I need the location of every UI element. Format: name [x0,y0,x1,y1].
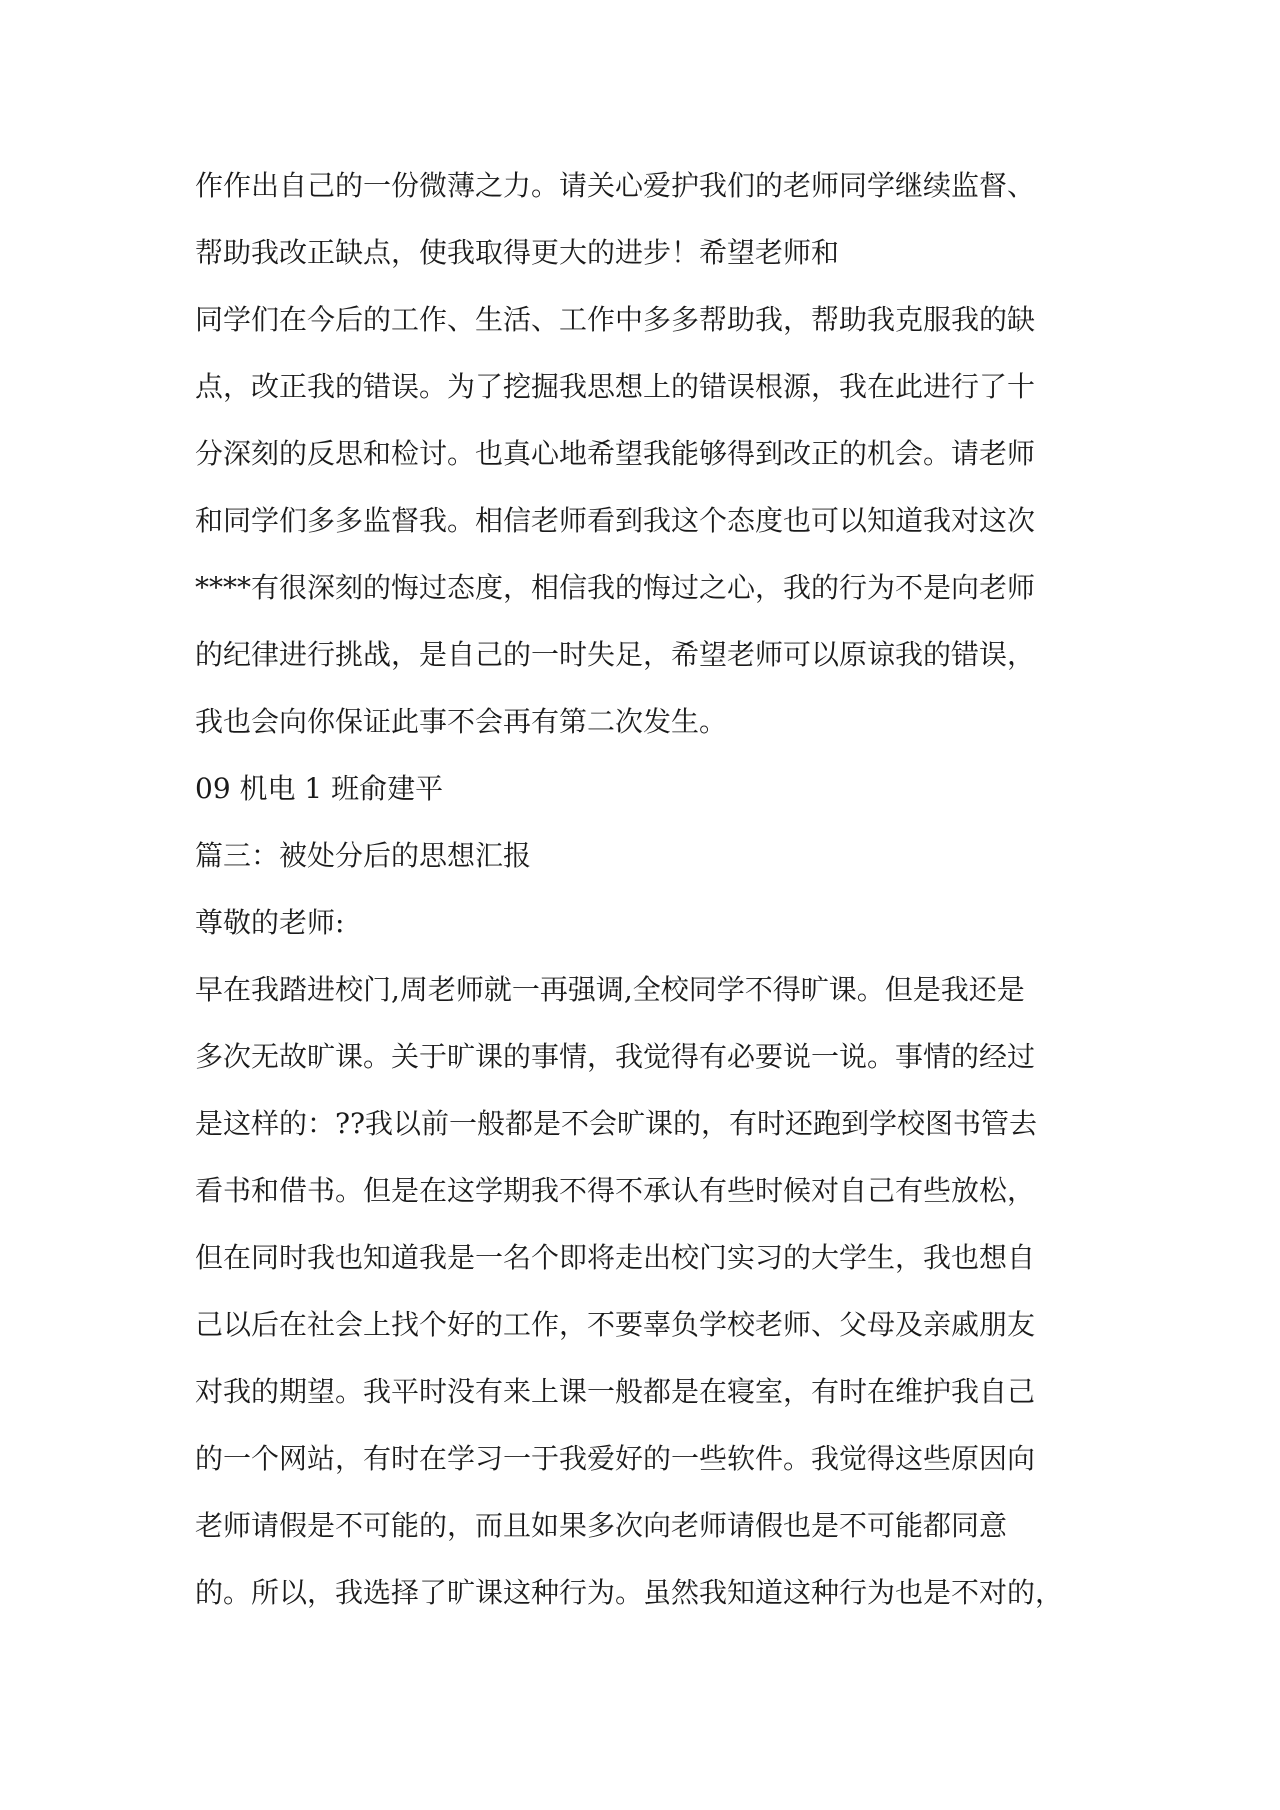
text-line: 看书和借书。但是在这学期我不得不承认有些时候对自己有些放松， [195,1174,1036,1207]
text-line: 帮助我改正缺点，使我取得更大的进步！希望老师和 [195,236,840,269]
text-line: 分深刻的反思和检讨。也真心地希望我能够得到改正的机会。请老师 [195,437,1036,470]
document-body [195,166,1095,1640]
text-line: 多次无故旷课。关于旷课的事情，我觉得有必要说一说。事情的经过 [195,1040,1036,1073]
text-line: 但在同时我也知道我是一名个即将走出校门实习的大学生，我也想自 [195,1241,1036,1274]
text-line: 和同学们多多监督我。相信老师看到我这个态度也可以知道我对这次 [195,504,1036,537]
text-line: 老师请假是不可能的，而且如果多次向老师请假也是不可能都同意 [195,1509,1008,1542]
signature-line: 09 机电 1 班俞建平 [195,772,444,805]
text-line: 作作出自己的一份微薄之力。请关心爱护我们的老师同学继续监督、 [195,169,1036,202]
text-line: 是这样的：??我以前一般都是不会旷课的，有时还跑到学校图书管去 [195,1107,1038,1140]
text-line: 的一个网站，有时在学习一于我爱好的一些软件。我觉得这些原因向 [195,1442,1036,1475]
text-line: 点，改正我的错误。为了挖掘我思想上的错误根源，我在此进行了十 [195,370,1036,403]
text-line: 的。所以，我选择了旷课这种行为。虽然我知道这种行为也是不对的， [195,1576,1064,1609]
text-line: 同学们在今后的工作、生活、工作中多多帮助我，帮助我克服我的缺 [195,303,1036,336]
text-line: 的纪律进行挑战，是自己的一时失足，希望老师可以原谅我的错误， [195,638,1036,671]
text-line: 己以后在社会上找个好的工作，不要辜负学校老师、父母及亲戚朋友 [195,1308,1036,1341]
text-line: ****有很深刻的悔过态度，相信我的悔过之心，我的行为不是向老师 [195,571,1036,604]
text-line: 我也会向你保证此事不会再有第二次发生。 [195,705,728,738]
salutation: 尊敬的老师: [195,906,345,939]
text-line: 对我的期望。我平时没有来上课一般都是在寝室，有时在维护我自己 [195,1375,1036,1408]
text-line: 早在我踏进校门,周老师就一再强调,全校同学不得旷课。但是我还是 [195,973,1025,1006]
section-heading: 篇三：被处分后的思想汇报 [195,839,532,872]
